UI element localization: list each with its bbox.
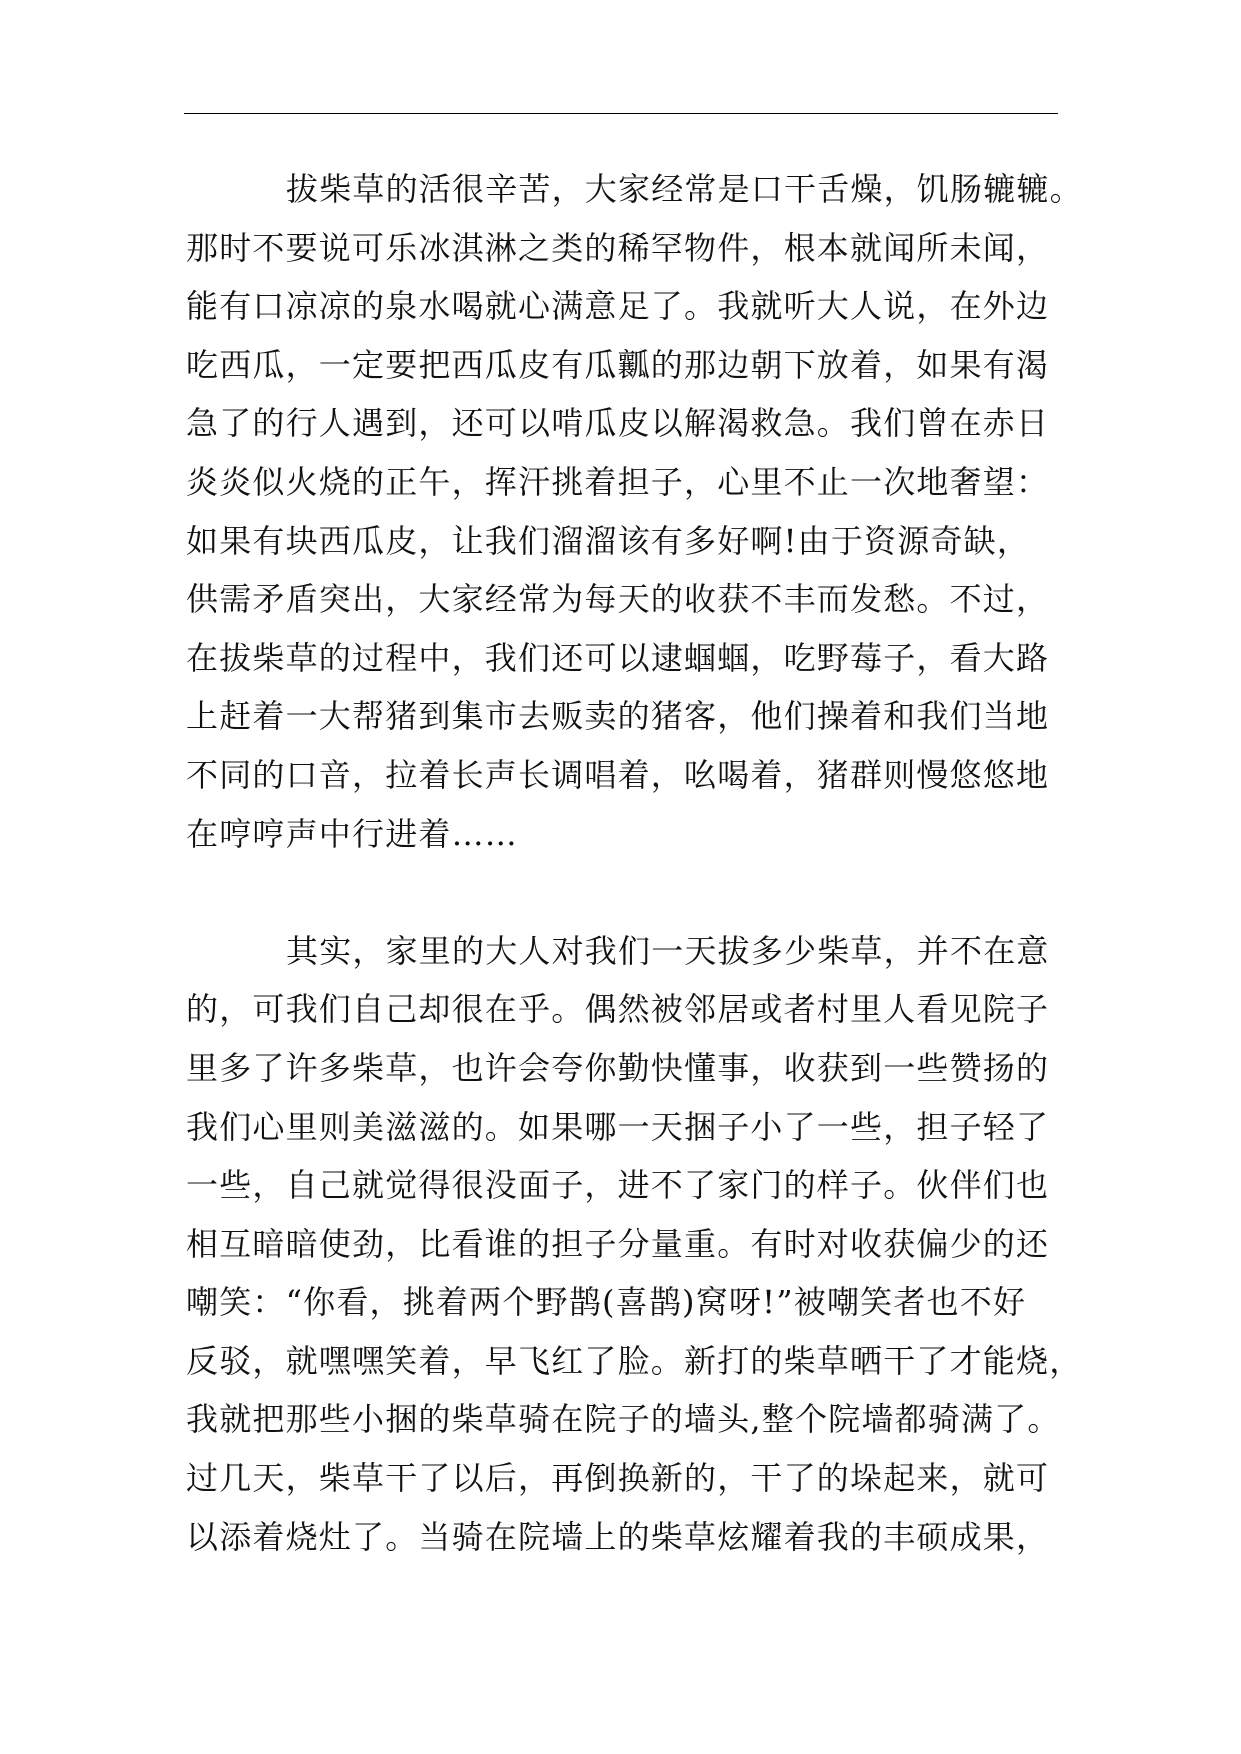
- text-line: 那时不要说可乐冰淇淋之类的稀罕物件，根本就闻所未闻，: [186, 228, 1050, 267]
- text-line: 里多了许多柴草，也许会夸你勤快懂事，收获到一些赞扬的: [186, 1048, 1050, 1087]
- text-line: 相互暗暗使劲，比看谁的担子分量重。有时对收获偏少的还: [186, 1224, 1050, 1263]
- text-line: 嘲笑：“你看，挑着两个野鹊(喜鹊)窝呀!”被嘲笑者也不好: [186, 1283, 1027, 1322]
- text-line: 急了的行人遇到，还可以啃瓜皮以解渴救急。我们曾在赤日: [186, 404, 1050, 443]
- text-line: 吃西瓜，一定要把西瓜皮有瓜瓤的那边朝下放着，如果有渴: [186, 345, 1050, 384]
- text-line: 炎炎似火烧的正午，挥汗挑着担子，心里不止一次地奢望：: [186, 462, 1050, 501]
- text-line: 在哼哼声中行进着……: [186, 814, 519, 853]
- text-line: 的，可我们自己却很在乎。偶然被邻居或者村里人看见院子: [186, 990, 1050, 1029]
- text-line: 上赶着一大帮猪到集市去贩卖的猪客，他们操着和我们当地: [186, 697, 1050, 736]
- text-line: 我们心里则美滋滋的。如果哪一天捆子小了一些，担子轻了: [186, 1107, 1050, 1146]
- text-line: 能有口凉凉的泉水喝就心满意足了。我就听大人说，在外边: [186, 287, 1050, 326]
- text-line: 过几天，柴草干了以后，再倒换新的，干了的垛起来，就可: [186, 1459, 1050, 1498]
- paragraph-gap: [186, 863, 1066, 922]
- text-line: 不同的口音，拉着长声长调唱着，吆喝着，猪群则慢悠悠地: [186, 755, 1050, 794]
- body-text: [186, 160, 1083, 1566]
- text-line: 如果有块西瓜皮，让我们溜溜该有多好啊!由于资源奇缺，: [186, 521, 1031, 560]
- header-rule: [184, 113, 1058, 114]
- paragraph: [186, 922, 1083, 1567]
- text-line: 反驳，就嘿嘿笑着，早飞红了脸。新打的柴草晒干了才能烧，: [186, 1341, 1083, 1380]
- text-line: 在拔柴草的过程中，我们还可以逮蝈蝈，吃野莓子，看大路: [186, 638, 1050, 677]
- text-line: 供需矛盾突出，大家经常为每天的收获不丰而发愁。不过，: [186, 580, 1050, 619]
- text-line: 其实，家里的大人对我们一天拔多少柴草，并不在意: [286, 931, 1050, 970]
- text-line: 以添着烧灶了。当骑在院墙上的柴草炫耀着我的丰硕成果，: [186, 1517, 1050, 1556]
- paragraph: [186, 160, 1083, 863]
- text-line: 拔柴草的活很辛苦，大家经常是口干舌燥，饥肠辘辘。: [286, 170, 1083, 208]
- text-line: 我就把那些小捆的柴草骑在院子的墙头,整个院墙都骑满了。: [186, 1400, 1061, 1439]
- text-line: 一些，自己就觉得很没面子，进不了家门的样子。伙伴们也: [186, 1166, 1050, 1205]
